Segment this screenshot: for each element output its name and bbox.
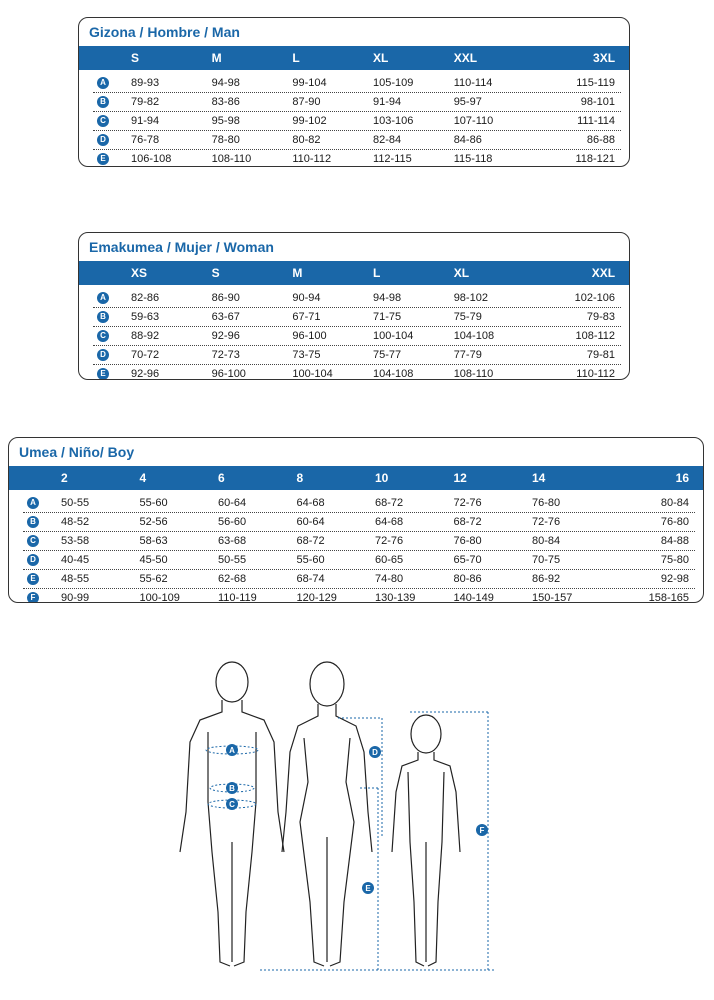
man-size-header: XXL [453, 51, 478, 65]
woman-size-header: L [373, 266, 381, 280]
table-cell: 73-75 [292, 349, 321, 361]
table-cell: 68-72 [375, 497, 404, 509]
measure-badge: D [97, 349, 109, 361]
table-cell: 120-129 [296, 592, 337, 603]
boy-header-row [9, 466, 703, 490]
svg-text:F: F [479, 826, 485, 835]
figure-marker [369, 746, 381, 758]
woman-rows [79, 285, 629, 380]
table-cell: 72-76 [375, 535, 404, 547]
figure-marker [362, 882, 374, 894]
boy-size-header: 4 [139, 471, 147, 485]
table-cell: 68-72 [453, 516, 482, 528]
measure-lines [206, 712, 494, 970]
measure-badge: C [27, 535, 39, 547]
table-cell: 78-80 [211, 134, 240, 146]
table-cell: 79-83 [586, 311, 616, 323]
table-cell: 60-64 [296, 516, 325, 528]
table-cell: 112-115 [373, 153, 412, 165]
boy-size-header: 14 [532, 471, 546, 485]
woman-size-header: XL [453, 266, 470, 280]
table-cell: 90-99 [61, 592, 90, 603]
table-cell: 64-68 [296, 497, 325, 509]
table-cell: 103-106 [373, 115, 414, 127]
measure-badge: B [97, 96, 109, 108]
measure-badge: C [97, 115, 109, 127]
table-cell: 90-94 [292, 292, 321, 304]
table-row [23, 513, 695, 532]
child-outline [392, 715, 460, 966]
table-cell: 71-75 [373, 311, 402, 323]
measure-badge: D [97, 134, 109, 146]
table-cell: 65-70 [453, 554, 482, 566]
table-row [93, 150, 621, 167]
table-cell: 72-73 [211, 349, 240, 361]
table-cell: 67-71 [292, 311, 321, 323]
svg-text:D: D [372, 748, 378, 757]
table-cell: 63-67 [211, 311, 240, 323]
boy-size-header: 12 [453, 471, 467, 485]
table-cell: 84-88 [660, 535, 689, 547]
measure-badge: A [97, 292, 109, 304]
woman-size-header: M [292, 266, 303, 280]
measure-badge: A [27, 497, 39, 509]
man-size-header: M [211, 51, 222, 65]
table-cell: 82-84 [373, 134, 402, 146]
woman-size-header: XXL [591, 266, 616, 280]
table-cell: 105-109 [373, 77, 414, 89]
table-cell: 80-82 [292, 134, 321, 146]
woman-size-table [78, 232, 630, 380]
boy-size-header: 2 [61, 471, 68, 485]
table-cell: 98-102 [453, 292, 488, 304]
table-cell: 48-55 [61, 573, 90, 585]
table-row [93, 112, 621, 131]
table-cell: 63-68 [218, 535, 247, 547]
table-cell: 75-79 [453, 311, 482, 323]
man-size-header: S [131, 51, 140, 65]
table-cell: 95-97 [453, 96, 482, 108]
table-cell: 74-80 [375, 573, 404, 585]
table-row [23, 532, 695, 551]
table-row [93, 346, 621, 365]
table-cell: 70-75 [532, 554, 561, 566]
boy-size-header: 6 [218, 471, 225, 485]
table-cell: 86-88 [586, 134, 616, 146]
figure-marker [226, 798, 238, 810]
table-cell: 118-121 [575, 153, 616, 165]
man-rows [79, 70, 629, 167]
boy-rows [9, 490, 703, 603]
svg-text:B: B [229, 784, 235, 793]
man-outline [180, 662, 284, 966]
table-cell: 86-92 [532, 573, 561, 585]
table-row [23, 494, 695, 513]
table-cell: 76-80 [660, 516, 689, 528]
figure-marker [226, 782, 238, 794]
table-cell: 95-98 [211, 115, 240, 127]
measure-badge: B [97, 311, 109, 323]
table-cell: 99-104 [292, 77, 327, 89]
table-cell: 115-118 [453, 153, 493, 165]
man-size-header: XL [373, 51, 389, 65]
table-cell: 55-60 [296, 554, 325, 566]
boy-size-header: 8 [296, 471, 304, 485]
table-cell: 79-82 [131, 96, 160, 108]
table-cell: 64-68 [375, 516, 404, 528]
svg-text:C: C [229, 800, 235, 809]
table-cell: 96-100 [292, 330, 327, 342]
table-row [23, 570, 695, 589]
table-cell: 58-63 [139, 535, 168, 547]
table-cell: 76-78 [131, 134, 160, 146]
measure-badge: F [27, 592, 39, 603]
boy-size-header: 10 [375, 471, 389, 485]
table-cell: 53-58 [61, 535, 90, 547]
figure-marker [476, 824, 488, 836]
table-cell: 106-108 [131, 153, 172, 165]
man-size-table [78, 17, 630, 167]
table-cell: 91-94 [373, 96, 402, 108]
table-row [93, 131, 621, 150]
table-cell: 76-80 [532, 497, 561, 509]
table-cell: 89-93 [131, 77, 160, 89]
table-cell: 56-60 [218, 516, 247, 528]
table-cell: 84-86 [453, 134, 482, 146]
table-cell: 68-74 [296, 573, 325, 585]
table-cell: 80-84 [660, 497, 689, 509]
table-cell: 86-90 [211, 292, 240, 304]
table-cell: 68-72 [296, 535, 325, 547]
figure-marker [226, 744, 238, 756]
table-cell: 100-109 [139, 592, 180, 603]
table-cell: 130-139 [375, 592, 416, 603]
table-cell: 55-60 [139, 497, 168, 509]
measure-badge: C [97, 330, 109, 342]
table-cell: 104-108 [453, 330, 495, 342]
table-cell: 99-102 [292, 115, 327, 127]
svg-text:A: A [229, 746, 235, 755]
table-cell: 108-110 [453, 368, 494, 380]
man-header-row [79, 46, 629, 70]
man-size-header: L [292, 51, 300, 65]
man-size-header: 3XL [593, 51, 616, 65]
table-row [23, 551, 695, 570]
table-cell: 48-52 [61, 516, 90, 528]
figure-markers [226, 744, 488, 894]
table-cell: 91-94 [131, 115, 160, 127]
man-table-title: Gizona / Hombre / Man [89, 24, 240, 40]
measure-badge: A [97, 77, 109, 89]
table-cell: 108-110 [211, 153, 252, 165]
table-cell: 80-86 [453, 573, 482, 585]
table-cell: 70-72 [131, 349, 160, 361]
table-cell: 88-92 [131, 330, 160, 342]
table-cell: 50-55 [61, 497, 90, 509]
table-cell: 62-68 [218, 573, 247, 585]
table-cell: 104-108 [373, 368, 414, 380]
woman-outline [282, 662, 372, 966]
table-cell: 110-119 [218, 592, 257, 603]
table-cell: 59-63 [131, 311, 160, 323]
table-cell: 92-96 [131, 368, 160, 380]
table-cell: 60-65 [375, 554, 404, 566]
table-row [93, 93, 621, 112]
table-cell: 111-114 [577, 115, 616, 127]
table-cell: 94-98 [211, 77, 240, 89]
table-cell: 75-77 [373, 349, 402, 361]
woman-header-row [79, 261, 629, 285]
table-cell: 102-106 [574, 292, 616, 304]
table-cell: 60-64 [218, 497, 247, 509]
table-cell: 92-98 [660, 573, 689, 585]
table-cell: 150-157 [532, 592, 573, 603]
svg-text:E: E [365, 884, 371, 893]
table-cell: 77-79 [453, 349, 482, 361]
table-row [93, 365, 621, 380]
table-cell: 92-96 [211, 330, 240, 342]
boy-size-table [8, 437, 704, 603]
table-cell: 75-80 [660, 554, 689, 566]
measure-badge: E [97, 153, 109, 165]
measurement-figure [160, 652, 500, 982]
table-cell: 110-114 [453, 77, 493, 89]
measure-badge: E [97, 368, 109, 380]
table-cell: 82-86 [131, 292, 160, 304]
table-cell: 72-76 [532, 516, 561, 528]
table-cell: 108-112 [575, 330, 616, 342]
table-cell: 52-56 [139, 516, 168, 528]
table-cell: 107-110 [453, 115, 494, 127]
table-cell: 94-98 [373, 292, 402, 304]
table-cell: 76-80 [453, 535, 482, 547]
table-cell: 158-165 [648, 592, 689, 603]
table-cell: 79-81 [586, 349, 616, 361]
table-cell: 87-90 [292, 96, 321, 108]
table-cell: 115-119 [576, 77, 616, 89]
table-row [93, 308, 621, 327]
measure-badge: D [27, 554, 39, 566]
table-cell: 98-101 [580, 96, 616, 108]
table-cell: 140-149 [453, 592, 494, 603]
table-cell: 110-112 [576, 368, 616, 380]
table-cell: 100-104 [373, 330, 414, 342]
table-row [93, 74, 621, 93]
table-cell: 96-100 [211, 368, 246, 380]
table-cell: 83-86 [211, 96, 240, 108]
woman-size-header: S [211, 266, 220, 280]
table-cell: 55-62 [139, 573, 168, 585]
table-row [93, 327, 621, 346]
measure-badge: E [27, 573, 39, 585]
boy-table-title: Umea / Niño/ Boy [19, 444, 135, 460]
table-cell: 40-45 [61, 554, 90, 566]
table-row [93, 289, 621, 308]
table-cell: 50-55 [218, 554, 247, 566]
measure-badge: B [27, 516, 39, 528]
boy-size-header: 16 [675, 471, 689, 485]
table-cell: 72-76 [453, 497, 482, 509]
table-cell: 100-104 [292, 368, 333, 380]
woman-size-header: XS [131, 266, 148, 280]
table-cell: 110-112 [292, 153, 332, 165]
table-row [23, 589, 695, 603]
table-cell: 80-84 [532, 535, 561, 547]
woman-table-title: Emakumea / Mujer / Woman [89, 239, 274, 255]
table-cell: 45-50 [139, 554, 168, 566]
